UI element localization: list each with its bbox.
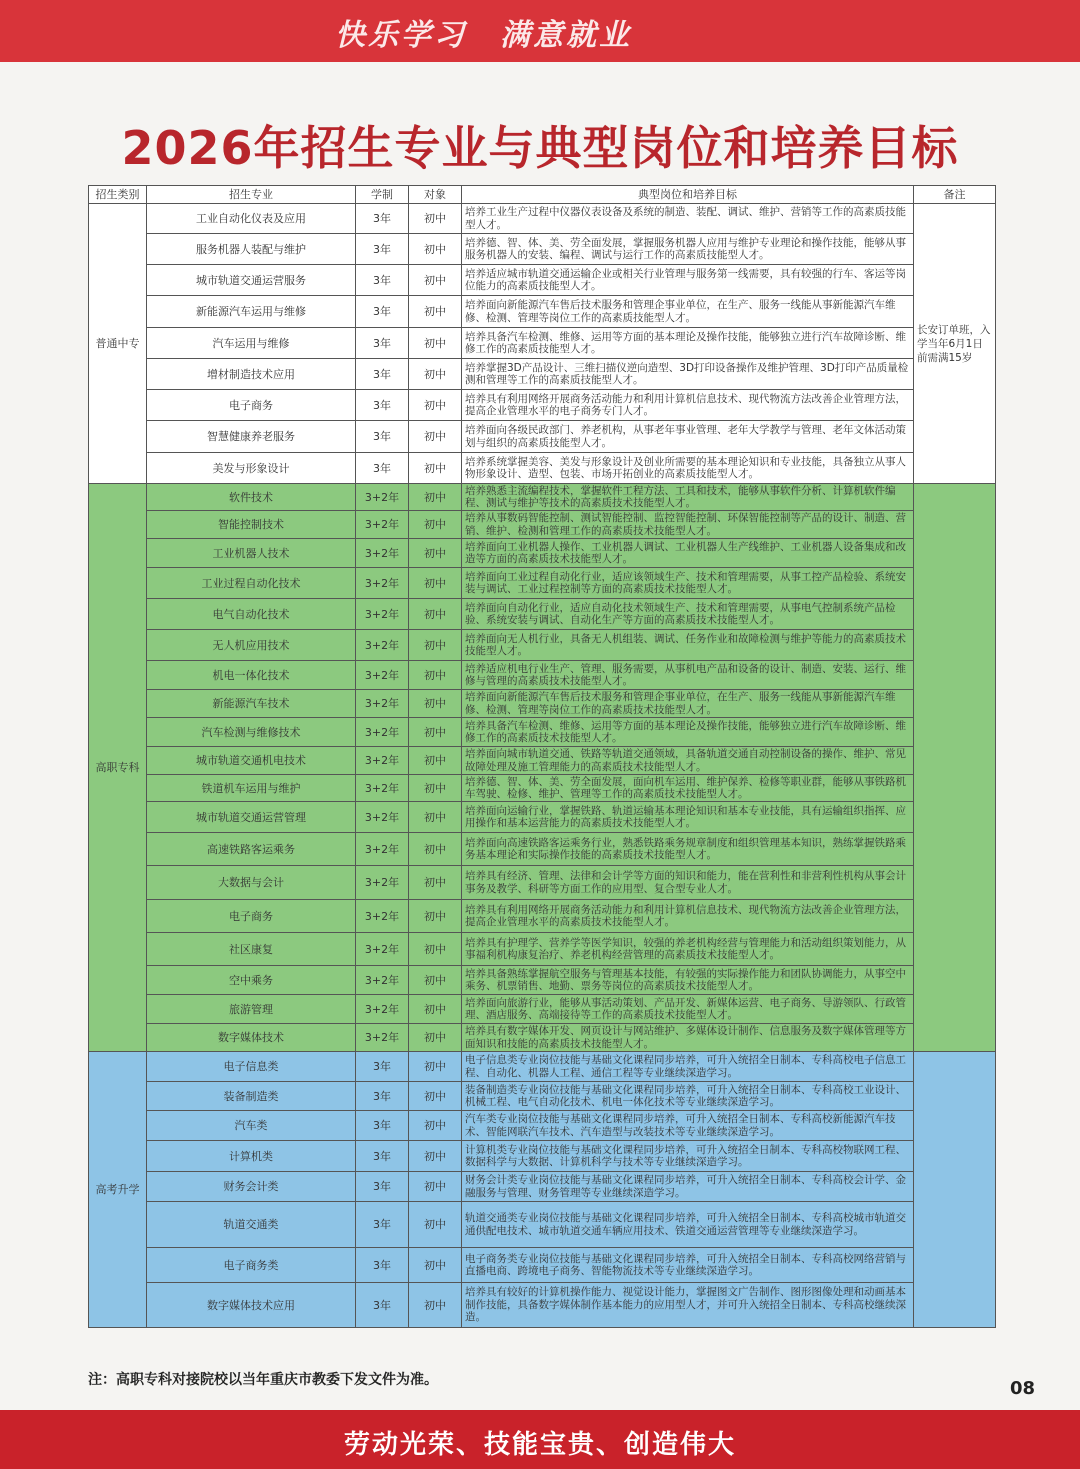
duration-cell: 3年 bbox=[356, 265, 409, 296]
goal-cell: 培养具有护理学、营养学等医学知识，较强的养老机构经营与管理能力和活动组织策划能力，从事福利机构康复治疗、养老机构经营管理的高素质技术技能型人才。 bbox=[462, 933, 914, 966]
duration-cell: 3年 bbox=[356, 1248, 409, 1283]
goal-cell: 培养从事数码智能控制、测试智能控制、监控智能控制、环保智能控制等产品的设计、制造、营销、维护、检测和管理工作的高素质技术技能型人才。 bbox=[462, 511, 914, 539]
major-cell: 数字媒体技术 bbox=[147, 1024, 356, 1052]
major-cell: 汽车检测与维修技术 bbox=[147, 718, 356, 747]
duration-cell: 3+2年 bbox=[356, 802, 409, 833]
goal-cell: 汽车类专业岗位技能与基础文化课程同步培养，可升入统招全日制本、专科高校新能源汽车技术、智能网联汽车技术、汽车造型与改装技术等专业继续深造学习。 bbox=[462, 1111, 914, 1141]
table-row bbox=[89, 833, 996, 866]
major-cell: 无人机应用技术 bbox=[147, 630, 356, 661]
duration-cell: 3年 bbox=[356, 359, 409, 390]
table-row bbox=[89, 630, 996, 661]
target-cell: 初中 bbox=[409, 866, 462, 900]
target-cell: 初中 bbox=[409, 661, 462, 690]
target-cell: 初中 bbox=[409, 1283, 462, 1328]
major-cell: 城市轨道交通机电技术 bbox=[147, 747, 356, 775]
goal-cell: 培养具有较好的计算机操作能力、视觉设计能力，掌握图文广告制作、图形图像处理和动画基本制作技能，具备数字媒体制作基本能力的应用型人才，并可升入统招全日制本、专科高校继续深造。 bbox=[462, 1283, 914, 1328]
duration-cell: 3+2年 bbox=[356, 630, 409, 661]
goal-cell: 培养工业生产过程中仪器仪表设备及系统的制造、装配、调试、维护、营销等工作的高素质技能型人才。 bbox=[462, 204, 914, 234]
duration-cell: 3+2年 bbox=[356, 833, 409, 866]
header-duration: 学制 bbox=[356, 186, 409, 204]
goal-cell: 培养具有利用网络开展商务活动能力和利用计算机信息技术、现代物流方法改善企业管理方法，提高企业管理水平的电子商务专门人才。 bbox=[462, 390, 914, 421]
major-cell: 电子信息类 bbox=[147, 1052, 356, 1082]
goal-cell: 培养德、智、体、美、劳全面发展，掌握服务机器人应用与维护专业理论和操作技能，能够从事服务机器人的安装、编程、调试与运行工作的高素质技能型人才。 bbox=[462, 234, 914, 265]
table-row bbox=[89, 234, 996, 265]
major-cell: 汽车类 bbox=[147, 1111, 356, 1141]
target-cell: 初中 bbox=[409, 296, 462, 328]
goal-cell: 培养具备汽车检测、维修、运用等方面的基本理论及操作技能，能够独立进行汽车故障诊断、维修工作的高素质技术技能型人才。 bbox=[462, 718, 914, 747]
major-cell: 工业自动化仪表及应用 bbox=[147, 204, 356, 234]
table-row bbox=[89, 1172, 996, 1202]
duration-cell: 3+2年 bbox=[356, 690, 409, 718]
duration-cell: 3年 bbox=[356, 1202, 409, 1248]
note-cell: 长安订单班，入学当年6月1日前需满15岁 bbox=[914, 204, 996, 484]
target-cell: 初中 bbox=[409, 966, 462, 995]
goal-cell: 培养面向无人机行业，具备无人机组装、调试、任务作业和故障检测与维护等能力的高素质技术技能型人才。 bbox=[462, 630, 914, 661]
table-row bbox=[89, 1141, 996, 1172]
category-cell: 普通中专 bbox=[89, 204, 147, 484]
goal-cell: 培养面向新能源汽车售后技术服务和管理企事业单位，在生产、服务一线能从事新能源汽车维修、检测、管理等岗位工作的高素质技能型人才。 bbox=[462, 296, 914, 328]
duration-cell: 3+2年 bbox=[356, 775, 409, 802]
goal-cell: 培养具备熟练掌握航空服务与管理基本技能，有较强的实际操作能力和团队协调能力，从事空中乘务、机票销售、地勤、票务等岗位的高素质技术技能型人才。 bbox=[462, 966, 914, 995]
target-cell: 初中 bbox=[409, 1111, 462, 1141]
target-cell: 初中 bbox=[409, 421, 462, 453]
table-row bbox=[89, 265, 996, 296]
major-cell: 增材制造技术应用 bbox=[147, 359, 356, 390]
major-cell: 社区康复 bbox=[147, 933, 356, 966]
goal-cell: 培养面向城市轨道交通、铁路等轨道交通领域，具备轨道交通自动控制设备的操作、维护、常见故障处理及施工管理能力的高素质技术技能型人才。 bbox=[462, 747, 914, 775]
note-cell-empty bbox=[914, 484, 996, 1052]
major-cell: 电子商务 bbox=[147, 390, 356, 421]
table-row bbox=[89, 1202, 996, 1248]
major-cell: 智慧健康养老服务 bbox=[147, 421, 356, 453]
goal-cell: 培养德、智、体、美、劳全面发展，面向机车运用、维护保养、检修等职业群，能够从事铁路机车驾驶、检修、维护、管理等工作的高素质技术技能型人才。 bbox=[462, 775, 914, 802]
table-row bbox=[89, 1283, 996, 1328]
goal-cell: 财务会计类专业岗位技能与基础文化课程同步培养，可升入统招全日制本、专科高校会计学、金融服务与管理、财务管理等专业继续深造学习。 bbox=[462, 1172, 914, 1202]
major-cell: 铁道机车运用与维护 bbox=[147, 775, 356, 802]
duration-cell: 3+2年 bbox=[356, 747, 409, 775]
major-cell: 汽车运用与维修 bbox=[147, 328, 356, 359]
table-row bbox=[89, 539, 996, 568]
header-note: 备注 bbox=[914, 186, 996, 204]
table-row bbox=[89, 661, 996, 690]
target-cell: 初中 bbox=[409, 1202, 462, 1248]
duration-cell: 3+2年 bbox=[356, 568, 409, 599]
bottom-banner bbox=[0, 1410, 1080, 1469]
goal-cell: 培养适应机电行业生产、管理、服务需要，从事机电产品和设备的设计、制造、安装、运行、维修与管理的高素质技术技能型人才。 bbox=[462, 661, 914, 690]
major-cell: 智能控制技术 bbox=[147, 511, 356, 539]
table-row bbox=[89, 775, 996, 802]
major-cell: 机电一体化技术 bbox=[147, 661, 356, 690]
note-cell-empty bbox=[914, 1052, 996, 1328]
duration-cell: 3+2年 bbox=[356, 900, 409, 933]
table-row bbox=[89, 995, 996, 1024]
top-banner bbox=[0, 0, 1080, 62]
table-row bbox=[89, 1111, 996, 1141]
goal-cell: 培养熟悉主流编程技术，掌握软件工程方法、工具和技术，能够从事软件分析、计算机软件编程、测试与维护等技术的高素质技术技能型人才。 bbox=[462, 484, 914, 511]
goal-cell: 培养面向工业过程自动化行业，适应该领域生产、技术和管理需要，从事工控产品检验、系统安装与调试、工业过程控制等方面的高素质技术技能型人才。 bbox=[462, 568, 914, 599]
target-cell: 初中 bbox=[409, 204, 462, 234]
major-cell: 计算机类 bbox=[147, 1141, 356, 1172]
target-cell: 初中 bbox=[409, 511, 462, 539]
table-row bbox=[89, 484, 996, 511]
table-header-row bbox=[89, 186, 996, 204]
target-cell: 初中 bbox=[409, 1172, 462, 1202]
header-category: 招生类别 bbox=[89, 186, 147, 204]
target-cell: 初中 bbox=[409, 1141, 462, 1172]
target-cell: 初中 bbox=[409, 630, 462, 661]
major-cell: 高速铁路客运乘务 bbox=[147, 833, 356, 866]
duration-cell: 3+2年 bbox=[356, 995, 409, 1024]
goal-cell: 装备制造类专业岗位技能与基础文化课程同步培养，可升入统招全日制本、专科高校工业设计、机械工程、电气自动化技术、机电一体化技术等专业继续深造学习。 bbox=[462, 1082, 914, 1111]
duration-cell: 3年 bbox=[356, 421, 409, 453]
table-row bbox=[89, 1082, 996, 1111]
table-row bbox=[89, 511, 996, 539]
target-cell: 初中 bbox=[409, 747, 462, 775]
duration-cell: 3+2年 bbox=[356, 599, 409, 630]
page-title: 2026年招生专业与典型岗位和培养目标 bbox=[121, 121, 959, 175]
table-row bbox=[89, 1024, 996, 1052]
header-goal: 典型岗位和培养目标 bbox=[462, 186, 914, 204]
category-cell: 高职专科 bbox=[89, 484, 147, 1052]
duration-cell: 3+2年 bbox=[356, 511, 409, 539]
duration-cell: 3年 bbox=[356, 1052, 409, 1082]
table-row bbox=[89, 933, 996, 966]
goal-cell: 培养具备汽车检测、维修、运用等方面的基本理论及操作技能，能够独立进行汽车故障诊断、维修工作的高素质技能型人才。 bbox=[462, 328, 914, 359]
target-cell: 初中 bbox=[409, 484, 462, 511]
major-cell: 数字媒体技术应用 bbox=[147, 1283, 356, 1328]
major-cell: 软件技术 bbox=[147, 484, 356, 511]
table-row bbox=[89, 866, 996, 900]
table-row bbox=[89, 359, 996, 390]
duration-cell: 3+2年 bbox=[356, 718, 409, 747]
table-row bbox=[89, 966, 996, 995]
enrollment-table bbox=[88, 185, 996, 1328]
category-cell: 高考升学 bbox=[89, 1052, 147, 1328]
target-cell: 初中 bbox=[409, 599, 462, 630]
major-cell: 电子商务 bbox=[147, 900, 356, 933]
duration-cell: 3年 bbox=[356, 453, 409, 484]
duration-cell: 3+2年 bbox=[356, 866, 409, 900]
major-cell: 工业过程自动化技术 bbox=[147, 568, 356, 599]
footnote: 注：高职专科对接院校以当年重庆市教委下发文件为准。 bbox=[88, 1372, 438, 1388]
target-cell: 初中 bbox=[409, 265, 462, 296]
duration-cell: 3年 bbox=[356, 1141, 409, 1172]
target-cell: 初中 bbox=[409, 933, 462, 966]
table-body bbox=[89, 204, 996, 1328]
page-number: 08 bbox=[1010, 1378, 1036, 1399]
duration-cell: 3年 bbox=[356, 296, 409, 328]
table-row bbox=[89, 204, 996, 234]
major-cell: 新能源汽车运用与维修 bbox=[147, 296, 356, 328]
table-row bbox=[89, 690, 996, 718]
goal-cell: 计算机类专业岗位技能与基础文化课程同步培养，可升入统招全日制本、专科高校物联网工程、数据科学与大数据、计算机科学与技术等专业继续深造学习。 bbox=[462, 1141, 914, 1172]
target-cell: 初中 bbox=[409, 359, 462, 390]
duration-cell: 3年 bbox=[356, 1111, 409, 1141]
target-cell: 初中 bbox=[409, 995, 462, 1024]
duration-cell: 3年 bbox=[356, 1172, 409, 1202]
major-cell: 城市轨道交通运营服务 bbox=[147, 265, 356, 296]
duration-cell: 3年 bbox=[356, 204, 409, 234]
target-cell: 初中 bbox=[409, 718, 462, 747]
goal-cell: 培养面向运输行业，掌握铁路、轨道运输基本理论知识和基本专业技能，具有运输组织指挥、应用操作和基本运营能力的高素质技术技能型人才。 bbox=[462, 802, 914, 833]
target-cell: 初中 bbox=[409, 539, 462, 568]
duration-cell: 3+2年 bbox=[356, 661, 409, 690]
table-row bbox=[89, 390, 996, 421]
goal-cell: 培养系统掌握美容、美发与形象设计及创业所需要的基本理论知识和专业技能，具备独立从事人物形象设计、造型、包装、市场开拓创业的高素质技能型人才。 bbox=[462, 453, 914, 484]
goal-cell: 轨道交通类专业岗位技能与基础文化课程同步培养，可升入统招全日制本、专科高校城市轨道交通供配电技术、城市轨道交通车辆应用技术、铁道交通运营管理等专业继续深造学习。 bbox=[462, 1202, 914, 1248]
target-cell: 初中 bbox=[409, 775, 462, 802]
major-cell: 大数据与会计 bbox=[147, 866, 356, 900]
major-cell: 新能源汽车技术 bbox=[147, 690, 356, 718]
goal-cell: 培养掌握3D产品设计、三维扫描仪逆向造型、3D打印设备操作及维护管理、3D打印产品质量检测和管理等工作的高素质技能型人才。 bbox=[462, 359, 914, 390]
table-row bbox=[89, 568, 996, 599]
major-cell: 美发与形象设计 bbox=[147, 453, 356, 484]
major-cell: 城市轨道交通运营管理 bbox=[147, 802, 356, 833]
major-cell: 财务会计类 bbox=[147, 1172, 356, 1202]
goal-cell: 培养面向工业机器人操作、工业机器人调试、工业机器人生产线维护、工业机器人设备集成和改造等方面的高素质技术技能型人才。 bbox=[462, 539, 914, 568]
table-row bbox=[89, 747, 996, 775]
header-slogan: 快乐学习 满意就业 bbox=[335, 18, 632, 53]
target-cell: 初中 bbox=[409, 900, 462, 933]
target-cell: 初中 bbox=[409, 1024, 462, 1052]
major-cell: 工业机器人技术 bbox=[147, 539, 356, 568]
target-cell: 初中 bbox=[409, 390, 462, 421]
major-cell: 空中乘务 bbox=[147, 966, 356, 995]
target-cell: 初中 bbox=[409, 802, 462, 833]
duration-cell: 3+2年 bbox=[356, 484, 409, 511]
major-cell: 装备制造类 bbox=[147, 1082, 356, 1111]
duration-cell: 3+2年 bbox=[356, 933, 409, 966]
target-cell: 初中 bbox=[409, 1248, 462, 1283]
table-row bbox=[89, 900, 996, 933]
table-row bbox=[89, 599, 996, 630]
duration-cell: 3年 bbox=[356, 1082, 409, 1111]
goal-cell: 培养面向高速铁路客运乘务行业，熟悉铁路乘务规章制度和组织管理基本知识，熟练掌握铁路乘务基本理论和实际操作技能的高素质技术技能型人才。 bbox=[462, 833, 914, 866]
table-row bbox=[89, 296, 996, 328]
duration-cell: 3年 bbox=[356, 234, 409, 265]
goal-cell: 电子商务类专业岗位技能与基础文化课程同步培养，可升入统招全日制本、专科高校网络营销与直播电商、跨境电子商务、智能物流技术等专业继续深造学习。 bbox=[462, 1248, 914, 1283]
header-major: 招生专业 bbox=[147, 186, 356, 204]
major-cell: 旅游管理 bbox=[147, 995, 356, 1024]
target-cell: 初中 bbox=[409, 568, 462, 599]
target-cell: 初中 bbox=[409, 1052, 462, 1082]
target-cell: 初中 bbox=[409, 1082, 462, 1111]
target-cell: 初中 bbox=[409, 453, 462, 484]
goal-cell: 培养面向自动化行业，适应自动化技术领域生产、技术和管理需要，从事电气控制系统产品检验、系统安装与调试、自动化生产等方面的高素质技术技能型人才。 bbox=[462, 599, 914, 630]
duration-cell: 3年 bbox=[356, 390, 409, 421]
goal-cell: 电子信息类专业岗位技能与基础文化课程同步培养，可升入统招全日制本、专科高校电子信息工程、自动化、机器人工程、通信工程等专业继续深造学习。 bbox=[462, 1052, 914, 1082]
duration-cell: 3+2年 bbox=[356, 539, 409, 568]
target-cell: 初中 bbox=[409, 690, 462, 718]
goal-cell: 培养适应城市轨道交通运输企业或相关行业管理与服务第一线需要，具有较强的行车、客运等岗位能力的高素质技能型人才。 bbox=[462, 265, 914, 296]
enrollment-table-container bbox=[88, 185, 995, 1328]
table-row bbox=[89, 453, 996, 484]
duration-cell: 3+2年 bbox=[356, 966, 409, 995]
table-row bbox=[89, 802, 996, 833]
header-target: 对象 bbox=[409, 186, 462, 204]
duration-cell: 3年 bbox=[356, 1283, 409, 1328]
target-cell: 初中 bbox=[409, 833, 462, 866]
target-cell: 初中 bbox=[409, 234, 462, 265]
footer-slogan: 劳动光荣、技能宝贵、创造伟大 bbox=[343, 1430, 736, 1460]
goal-cell: 培养面向各级民政部门、养老机构，从事老年事业管理、老年大学教学与管理、老年文体活动策划与组织的高素质技能型人才。 bbox=[462, 421, 914, 453]
goal-cell: 培养面向新能源汽车售后技术服务和管理企事业单位，在生产、服务一线能从事新能源汽车维修、检测、管理等岗位工作的高素质技术技能型人才。 bbox=[462, 690, 914, 718]
goal-cell: 培养具有经济、管理、法律和会计学等方面的知识和能力，能在营利性和非营利性机构从事会计事务及教学、科研等方面工作的应用型、复合型专业人才。 bbox=[462, 866, 914, 900]
goal-cell: 培养具有利用网络开展商务活动能力和利用计算机信息技术、现代物流方法改善企业管理方法，提高企业管理水平的高素质技术技能型人才。 bbox=[462, 900, 914, 933]
major-cell: 电子商务类 bbox=[147, 1248, 356, 1283]
major-cell: 服务机器人装配与维护 bbox=[147, 234, 356, 265]
table-row bbox=[89, 1052, 996, 1082]
major-cell: 轨道交通类 bbox=[147, 1202, 356, 1248]
goal-cell: 培养具有数字媒体开发、网页设计与网站维护、多媒体设计制作、信息服务及数字媒体管理等方面知识和技能的高素质技术技能型人才。 bbox=[462, 1024, 914, 1052]
table-row bbox=[89, 1248, 996, 1283]
duration-cell: 3+2年 bbox=[356, 1024, 409, 1052]
duration-cell: 3年 bbox=[356, 328, 409, 359]
target-cell: 初中 bbox=[409, 328, 462, 359]
table-row bbox=[89, 421, 996, 453]
table-row bbox=[89, 328, 996, 359]
table-row bbox=[89, 718, 996, 747]
goal-cell: 培养面向旅游行业，能够从事活动策划、产品开发、新媒体运营、电子商务、导游领队、行政管理、酒店服务、高端接待等工作的高素质技术技能型人才。 bbox=[462, 995, 914, 1024]
major-cell: 电气自动化技术 bbox=[147, 599, 356, 630]
